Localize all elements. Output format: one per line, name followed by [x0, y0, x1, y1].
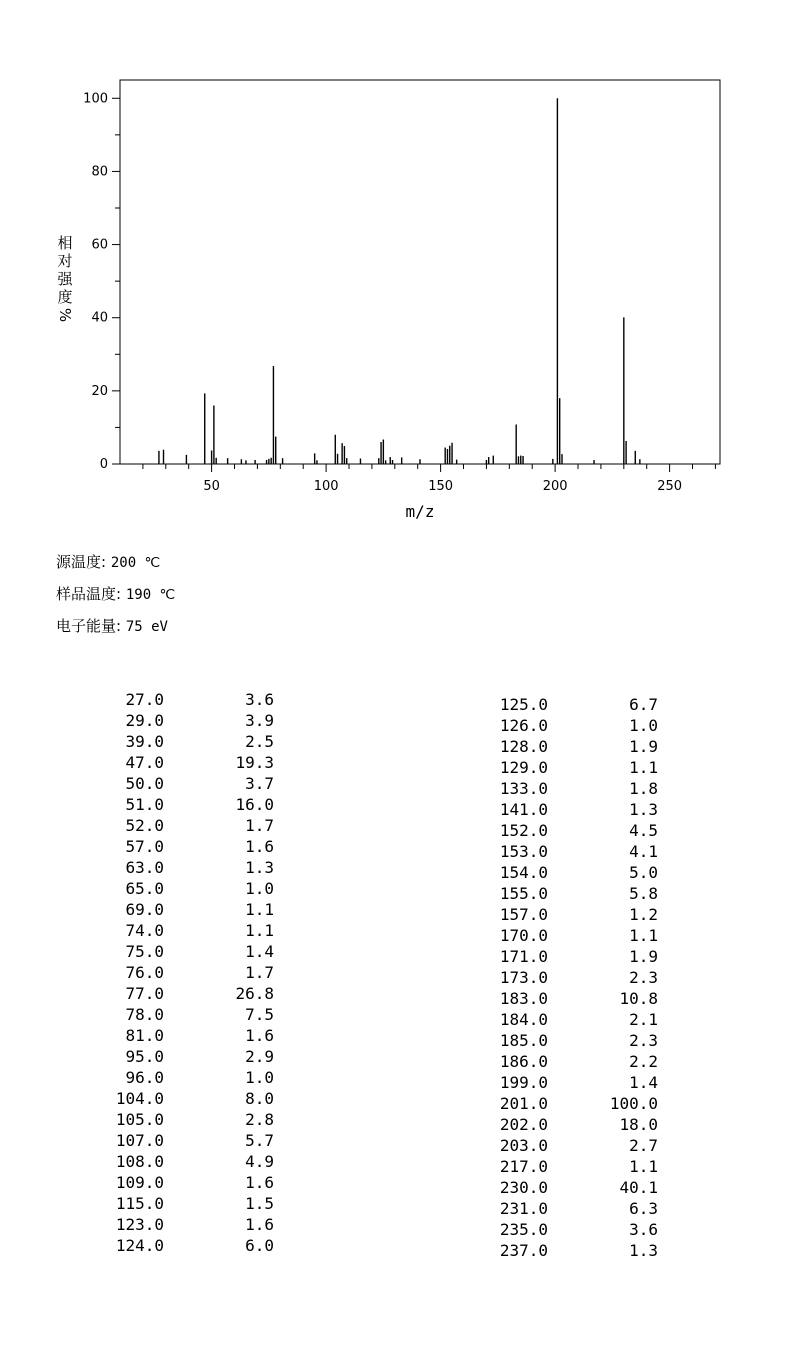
peak-table-row — [108, 836, 274, 857]
peak-mz: 155.0 — [499, 884, 548, 903]
peak-table-row — [108, 815, 274, 836]
peak-abundance: 3.9 — [245, 711, 274, 730]
peak-table-row — [492, 1030, 658, 1051]
peak-mz: 133.0 — [499, 779, 548, 798]
peak-abundance: 1.3 — [245, 858, 274, 877]
peak-abundance: 5.7 — [245, 1131, 274, 1150]
y-tick-label: 60 — [91, 237, 108, 253]
peak-abundance: 1.6 — [245, 1215, 274, 1234]
peak-mz: 199.0 — [499, 1073, 548, 1092]
peak-abundance: 5.8 — [629, 884, 658, 903]
y-tick-label: 80 — [91, 164, 108, 180]
peak-bars — [159, 98, 640, 464]
peak-mz: 153.0 — [499, 842, 548, 861]
peak-table-row — [108, 710, 274, 731]
y-axis-label-char: % — [56, 307, 74, 323]
peak-mz: 125.0 — [499, 695, 548, 714]
peak-abundance: 1.1 — [245, 921, 274, 940]
peak-mz: 69.0 — [125, 900, 164, 919]
peak-abundance: 2.3 — [629, 968, 658, 987]
peak-table-row — [492, 1051, 658, 1072]
peak-abundance: 1.9 — [629, 947, 658, 966]
peak-mz: 129.0 — [499, 758, 548, 777]
peak-mz: 27.0 — [125, 690, 164, 709]
x-tick-label: 100 — [313, 479, 339, 494]
peak-table-row — [108, 1235, 274, 1256]
peak-table-row — [492, 1135, 658, 1156]
x-tick-label: 50 — [203, 479, 220, 494]
peak-table-row — [492, 1114, 658, 1135]
x-axis-label: m/z — [405, 502, 435, 521]
peak-abundance: 1.8 — [629, 779, 658, 798]
peak-abundance: 2.9 — [245, 1047, 274, 1066]
y-tick-label: 0 — [99, 457, 108, 472]
peak-table-right — [492, 694, 658, 1261]
peak-table-row — [492, 694, 658, 715]
peak-mz: 231.0 — [499, 1199, 548, 1218]
peak-table-row — [492, 715, 658, 736]
electron-energy-value: 75 eV — [125, 619, 168, 635]
peak-mz: 63.0 — [125, 858, 164, 877]
peak-mz: 126.0 — [499, 716, 548, 735]
peak-abundance: 6.0 — [245, 1236, 274, 1255]
peak-table-row — [492, 883, 658, 904]
peak-abundance: 1.2 — [629, 905, 658, 924]
peak-abundance: 3.6 — [245, 690, 274, 709]
peak-mz: 154.0 — [499, 863, 548, 882]
peak-mz: 186.0 — [499, 1052, 548, 1071]
peak-mz: 217.0 — [499, 1157, 548, 1176]
peak-table-row — [492, 841, 658, 862]
peak-abundance: 2.7 — [629, 1136, 658, 1155]
peak-table-row — [108, 752, 274, 773]
peak-mz: 29.0 — [125, 711, 164, 730]
y-axis-label-char: 相 — [57, 234, 73, 252]
source-temperature-value: 200 ℃ — [110, 555, 161, 571]
peak-mz: 235.0 — [499, 1220, 548, 1239]
peak-table-row — [108, 794, 274, 815]
peak-mz: 115.0 — [115, 1194, 164, 1213]
peak-table-row — [108, 731, 274, 752]
peak-abundance: 1.6 — [245, 837, 274, 856]
peak-abundance: 1.1 — [629, 926, 658, 945]
peak-abundance: 1.3 — [629, 800, 658, 819]
peak-abundance: 2.5 — [245, 732, 274, 751]
peak-mz: 170.0 — [499, 926, 548, 945]
peak-abundance: 1.9 — [629, 737, 658, 756]
peak-mz: 107.0 — [115, 1131, 164, 1150]
peak-table-row — [108, 983, 274, 1004]
peak-mz: 105.0 — [115, 1110, 164, 1129]
peak-mz: 76.0 — [125, 963, 164, 982]
peak-table-row — [492, 799, 658, 820]
peak-abundance: 2.1 — [629, 1010, 658, 1029]
peak-table-row — [492, 946, 658, 967]
peak-mz: 152.0 — [499, 821, 548, 840]
peak-abundance: 19.3 — [235, 753, 274, 772]
peak-mz: 50.0 — [125, 774, 164, 793]
peak-mz: 39.0 — [125, 732, 164, 751]
peak-table-row — [108, 1193, 274, 1214]
peak-table-row — [108, 689, 274, 710]
peak-mz: 183.0 — [499, 989, 548, 1008]
peak-table-row — [492, 736, 658, 757]
peak-abundance: 1.6 — [245, 1026, 274, 1045]
peak-table-row — [108, 773, 274, 794]
peak-table-row — [108, 1172, 274, 1193]
peak-abundance: 2.2 — [629, 1052, 658, 1071]
y-tick-label: 20 — [91, 383, 108, 399]
peak-mz: 75.0 — [125, 942, 164, 961]
peak-mz: 51.0 — [125, 795, 164, 814]
sample-temperature-label: 样品温度: — [56, 585, 122, 603]
peak-mz: 96.0 — [125, 1068, 164, 1087]
sample-temperature — [56, 583, 175, 604]
peak-table-row — [108, 920, 274, 941]
peak-mz: 201.0 — [499, 1094, 548, 1113]
peak-mz: 104.0 — [115, 1089, 164, 1108]
peak-table-row — [492, 1219, 658, 1240]
peak-mz: 81.0 — [125, 1026, 164, 1045]
mass-spectrum-chart — [0, 0, 794, 540]
peak-table-row — [492, 1198, 658, 1219]
peak-abundance: 4.9 — [245, 1152, 274, 1171]
x-tick-label: 250 — [657, 479, 683, 494]
peak-abundance: 26.8 — [235, 984, 274, 1003]
peak-abundance: 1.1 — [629, 758, 658, 777]
peak-mz: 57.0 — [125, 837, 164, 856]
peak-abundance: 1.5 — [245, 1194, 274, 1213]
peak-abundance: 7.5 — [245, 1005, 274, 1024]
peak-table-row — [108, 857, 274, 878]
peak-abundance: 40.1 — [619, 1178, 658, 1197]
peak-abundance: 2.3 — [629, 1031, 658, 1050]
plot-frame — [120, 80, 720, 464]
peak-table-row — [492, 1072, 658, 1093]
peak-mz: 202.0 — [499, 1115, 548, 1134]
peak-mz: 171.0 — [499, 947, 548, 966]
peak-table-row — [108, 878, 274, 899]
peak-abundance: 4.5 — [629, 821, 658, 840]
peak-abundance: 100.0 — [609, 1094, 658, 1113]
peak-table-row — [108, 1025, 274, 1046]
peak-mz: 184.0 — [499, 1010, 548, 1029]
peak-mz: 185.0 — [499, 1031, 548, 1050]
peak-abundance: 1.7 — [245, 963, 274, 982]
peak-mz: 203.0 — [499, 1136, 548, 1155]
peak-mz: 52.0 — [125, 816, 164, 835]
peak-abundance: 1.1 — [629, 1157, 658, 1176]
peak-abundance: 1.7 — [245, 816, 274, 835]
source-temperature-label: 源温度: — [56, 553, 107, 571]
peak-mz: 124.0 — [115, 1236, 164, 1255]
peak-abundance: 6.3 — [629, 1199, 658, 1218]
peak-table-row — [108, 1151, 274, 1172]
peak-table-row — [492, 757, 658, 778]
peak-mz: 141.0 — [499, 800, 548, 819]
peak-mz: 109.0 — [115, 1173, 164, 1192]
peak-mz: 128.0 — [499, 737, 548, 756]
peak-table-row — [492, 862, 658, 883]
peak-abundance: 1.6 — [245, 1173, 274, 1192]
peak-abundance: 3.6 — [629, 1220, 658, 1239]
peak-abundance: 3.7 — [245, 774, 274, 793]
peak-abundance: 1.0 — [245, 879, 274, 898]
peak-abundance: 1.0 — [629, 716, 658, 735]
peak-mz: 157.0 — [499, 905, 548, 924]
peak-table-left — [108, 689, 274, 1256]
peak-table-row — [492, 988, 658, 1009]
peak-mz: 74.0 — [125, 921, 164, 940]
peak-table-row — [492, 820, 658, 841]
y-axis-label-char: 度 — [57, 288, 73, 306]
peak-mz: 47.0 — [125, 753, 164, 772]
y-axis-label — [56, 234, 74, 324]
peak-abundance: 1.1 — [245, 900, 274, 919]
y-axis-label-char: 对 — [57, 252, 73, 270]
y-axis — [83, 91, 120, 472]
peak-table-row — [108, 962, 274, 983]
peak-table-row — [108, 1004, 274, 1025]
peak-table-row — [492, 904, 658, 925]
peak-table-row — [108, 899, 274, 920]
sample-temperature-value: 190 ℃ — [125, 587, 176, 603]
peak-abundance: 4.1 — [629, 842, 658, 861]
source-temperature — [56, 551, 160, 572]
peak-table-row — [108, 1088, 274, 1109]
x-tick-label: 150 — [428, 479, 454, 494]
peak-table-row — [108, 1109, 274, 1130]
y-tick-label: 40 — [91, 310, 108, 326]
peak-table-row — [492, 1156, 658, 1177]
peak-mz: 77.0 — [125, 984, 164, 1003]
peak-table-row — [492, 1240, 658, 1261]
peak-mz: 230.0 — [499, 1178, 548, 1197]
peak-table-row — [108, 941, 274, 962]
peak-mz: 78.0 — [125, 1005, 164, 1024]
peak-abundance: 1.3 — [629, 1241, 658, 1260]
peak-table-row — [492, 778, 658, 799]
peak-mz: 108.0 — [115, 1152, 164, 1171]
peak-abundance: 1.4 — [245, 942, 274, 961]
peak-abundance: 1.4 — [629, 1073, 658, 1092]
peak-table-row — [492, 967, 658, 988]
peak-abundance: 10.8 — [619, 989, 658, 1008]
peak-mz: 237.0 — [499, 1241, 548, 1260]
peak-mz: 123.0 — [115, 1215, 164, 1234]
x-tick-label: 200 — [542, 479, 568, 494]
peak-abundance: 6.7 — [629, 695, 658, 714]
peak-abundance: 1.0 — [245, 1068, 274, 1087]
electron-energy — [56, 615, 168, 636]
peak-table-row — [492, 1177, 658, 1198]
peak-table-row — [492, 925, 658, 946]
peak-table-row — [108, 1067, 274, 1088]
electron-energy-label: 电子能量: — [56, 617, 122, 635]
y-axis-label-char: 强 — [57, 270, 73, 288]
peak-table-row — [108, 1214, 274, 1235]
x-axis — [143, 464, 716, 494]
peak-table-row — [492, 1009, 658, 1030]
peak-abundance: 8.0 — [245, 1089, 274, 1108]
peak-abundance: 16.0 — [235, 795, 274, 814]
peak-abundance: 5.0 — [629, 863, 658, 882]
peak-mz: 65.0 — [125, 879, 164, 898]
peak-mz: 173.0 — [499, 968, 548, 987]
peak-abundance: 2.8 — [245, 1110, 274, 1129]
y-tick-label: 100 — [83, 91, 108, 107]
peak-table-row — [108, 1046, 274, 1067]
peak-abundance: 18.0 — [619, 1115, 658, 1134]
peak-table-row — [108, 1130, 274, 1151]
peak-mz: 95.0 — [125, 1047, 164, 1066]
peak-table-row — [492, 1093, 658, 1114]
